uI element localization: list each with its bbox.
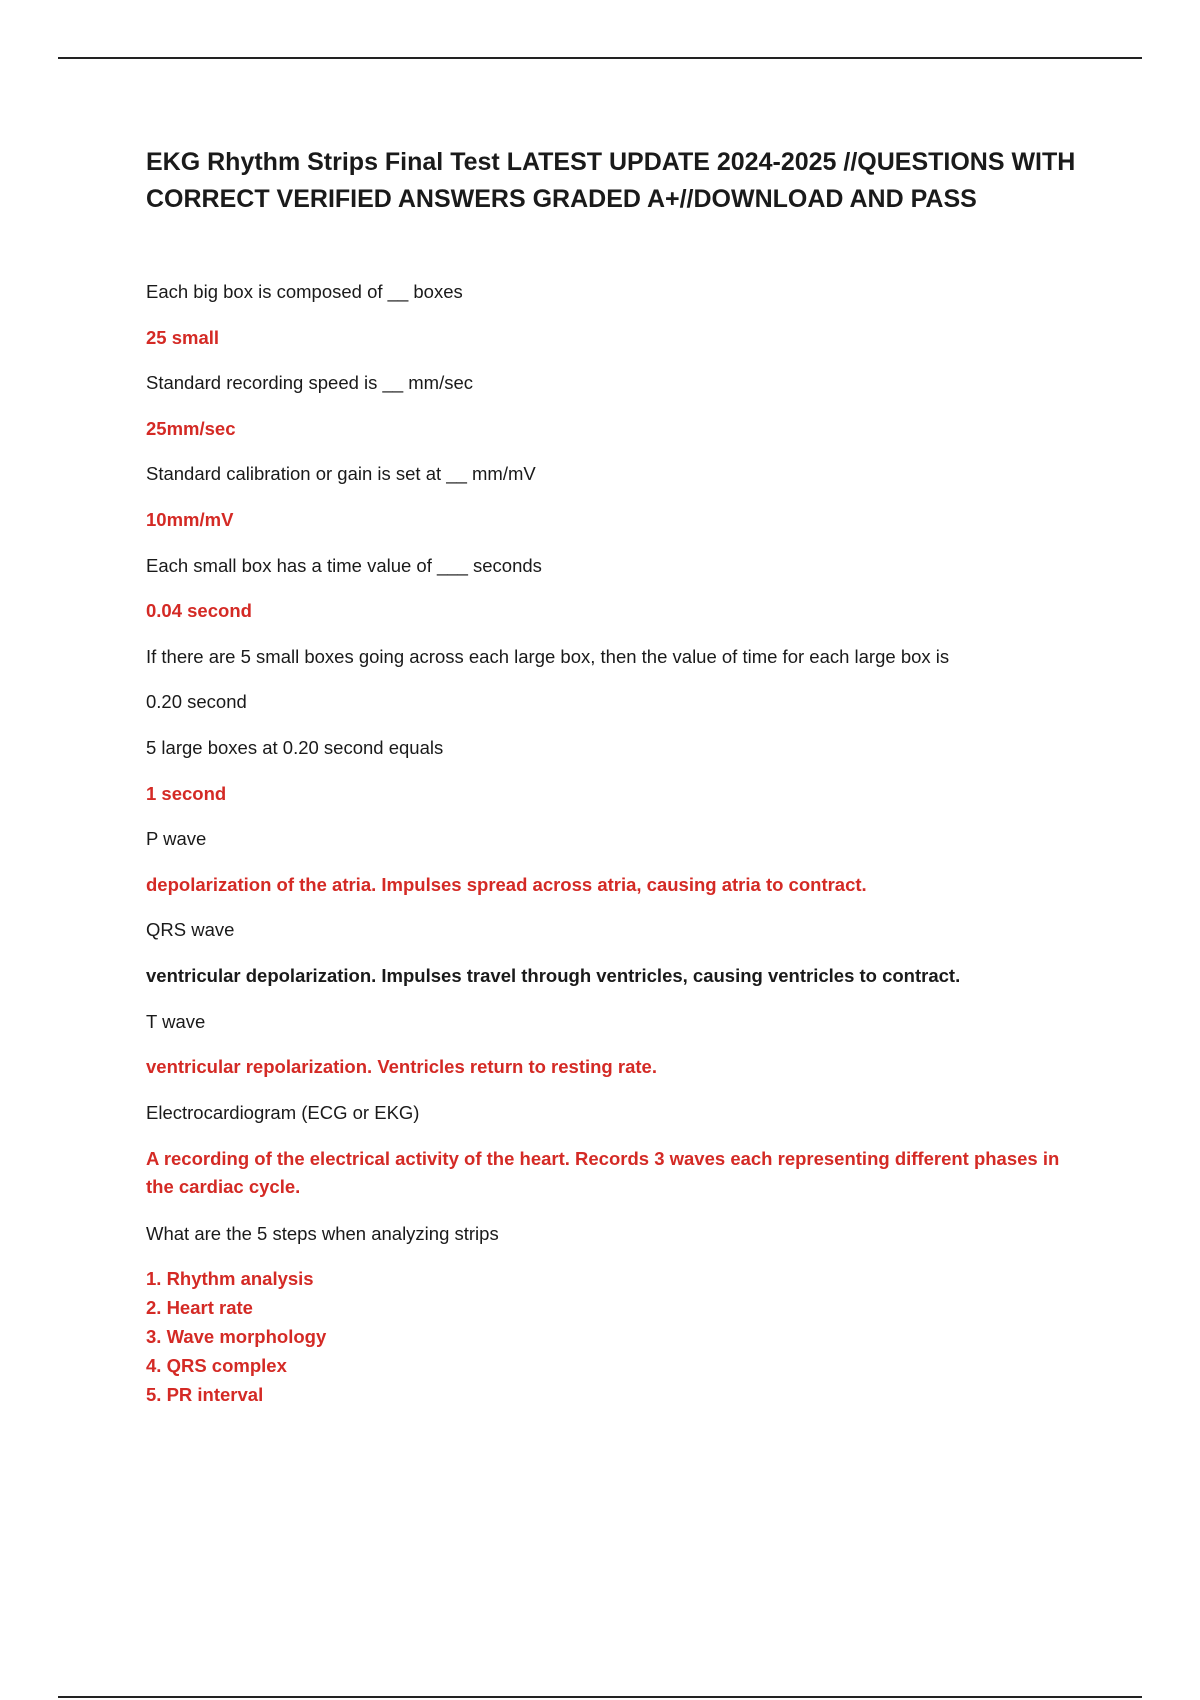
qa-list bbox=[146, 279, 1086, 1409]
top-rule bbox=[58, 57, 1142, 59]
question-7: P wave bbox=[146, 828, 207, 850]
answer-8: ventricular depolarization. Impulses travel through ventricles, causing ventricles to contract. bbox=[146, 964, 961, 986]
bottom-rule bbox=[58, 1696, 1142, 1698]
step-item: 1. Rhythm analysis bbox=[146, 1268, 314, 1290]
answer-7: depolarization of the atria. Impulses spread across atria, causing atria to contract. bbox=[146, 873, 867, 895]
answer-4: 0.04 second bbox=[146, 600, 252, 622]
answer-3: 10mm/mV bbox=[146, 508, 234, 530]
step-item: 3. Wave morphology bbox=[146, 1326, 327, 1348]
step-item: 2. Heart rate bbox=[146, 1297, 253, 1319]
question-5: If there are 5 small boxes going across each large box, then the value of time for each large box is bbox=[146, 645, 950, 667]
document-body bbox=[146, 144, 1086, 1409]
step-item: 4. QRS complex bbox=[146, 1355, 287, 1377]
answer-10: A recording of the electrical activity of the heart. Records 3 waves each representing different phases in the cardiac cycle. bbox=[146, 1148, 1060, 1198]
question-4: Each small box has a time value of ___ seconds bbox=[146, 554, 542, 576]
question-2: Standard recording speed is __ mm/sec bbox=[146, 372, 474, 394]
analysis-steps-list bbox=[146, 1264, 1086, 1409]
step-item: 5. PR interval bbox=[146, 1384, 264, 1406]
question-1: Each big box is composed of __ boxes bbox=[146, 281, 463, 302]
question-10: Electrocardiogram (ECG or EKG) bbox=[146, 1101, 420, 1123]
document-title: EKG Rhythm Strips Final Test LATEST UPDATE 2024-2025 //QUESTIONS WITH CORRECT VERIFIED ANSWERS GRADED A+//DOWNLOAD AND PASS bbox=[146, 148, 1076, 213]
question-9: T wave bbox=[146, 1010, 206, 1032]
answer-6: 1 second bbox=[146, 782, 227, 804]
answer-9: ventricular repolarization. Ventricles return to resting rate. bbox=[146, 1056, 657, 1078]
question-11: What are the 5 steps when analyzing strips bbox=[146, 1222, 499, 1244]
answer-5: 0.20 second bbox=[146, 691, 247, 713]
answer-1: 25 small bbox=[146, 326, 220, 348]
question-6: 5 large boxes at 0.20 second equals bbox=[146, 736, 444, 758]
question-3: Standard calibration or gain is set at __ mm/mV bbox=[146, 463, 536, 485]
answer-2: 25mm/sec bbox=[146, 417, 236, 439]
question-8: QRS wave bbox=[146, 919, 235, 941]
